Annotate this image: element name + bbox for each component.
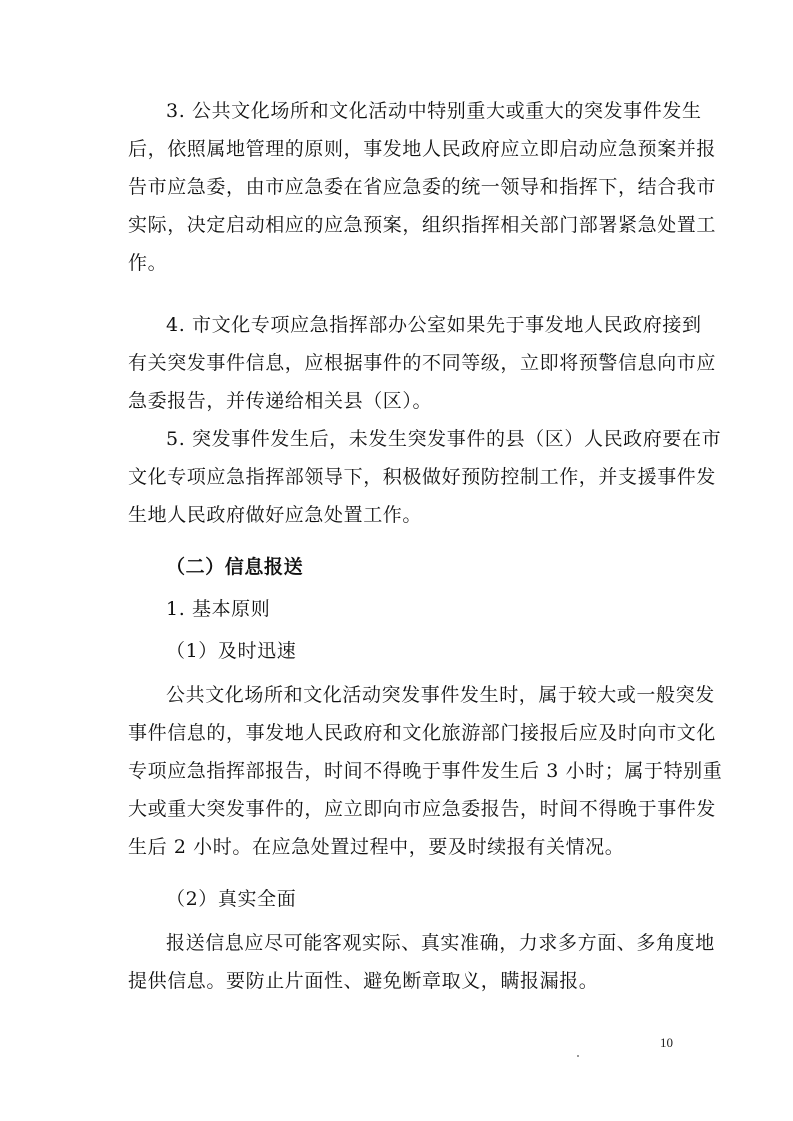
scan-speck — [577, 1055, 579, 1057]
paragraph-emergency-response — [128, 92, 717, 282]
text-line: 5. 突发事件发生后，未发生突发事件的县（区）人民政府要在市 — [166, 428, 722, 450]
text-line: 急委报告，并传递给相关县（区）。 — [128, 390, 433, 412]
subsection-basic-principles: 1. 基本原则 — [166, 598, 271, 620]
text-line: 3. 公共文化场所和文化活动中特别重大或重大的突发事件发生 — [166, 100, 702, 122]
text-line: 报送信息应尽可能客观实际、真实准确，力求多方面、多角度地 — [166, 932, 715, 954]
item-truthful: （2）真实全面 — [166, 888, 297, 910]
text-line: 生地人民政府做好应急处置工作。 — [128, 504, 423, 526]
text-line: 作。 — [128, 252, 168, 274]
text-line: 告市应急委，由市应急委在省应急委的统一领导和指挥下，结合我市 — [128, 176, 717, 198]
text-line: 实际，决定启动相应的应急预案，组织指挥相关部门部署紧急处置工 — [128, 214, 717, 236]
text-line: 文化专项应急指挥部领导下，积极做好预防控制工作，并支援事件发 — [128, 466, 717, 488]
section-heading-information-reporting: （二）信息报送 — [166, 556, 304, 578]
text-line: 事件信息的，事发地人民政府和文化旅游部门接报后应及时向市文化 — [128, 722, 717, 744]
text-line: 4. 市文化专项应急指挥部办公室如果先于事发地人民政府接到 — [166, 314, 702, 336]
text-line: 公共文化场所和文化活动突发事件发生时，属于较大或一般突发 — [166, 684, 715, 706]
paragraph-county-support — [128, 420, 722, 534]
paragraph-office-reporting — [128, 306, 717, 420]
text-line: 有关突发事件信息，应根据事件的不同等级，立即将预警信息向市应 — [128, 352, 717, 374]
text-line: 专项应急指挥部报告，时间不得晚于事件发生后 3 小时；属于特别重 — [128, 760, 723, 782]
paragraph-timely-reporting — [128, 676, 723, 866]
text-line: 生后 2 小时。在应急处置过程中，要及时续报有关情况。 — [128, 836, 625, 858]
page-number: 10 — [660, 1035, 673, 1050]
item-timely: （1）及时迅速 — [166, 640, 297, 662]
paragraph-truthful-reporting — [128, 924, 715, 1000]
text-line: 提供信息。要防止片面性、避免断章取义，瞒报漏报。 — [128, 970, 599, 992]
text-line: 大或重大突发事件的，应立即向市应急委报告，时间不得晚于事件发 — [128, 798, 717, 820]
text-line: 后，依照属地管理的原则，事发地人民政府应立即启动应急预案并报 — [128, 138, 717, 160]
